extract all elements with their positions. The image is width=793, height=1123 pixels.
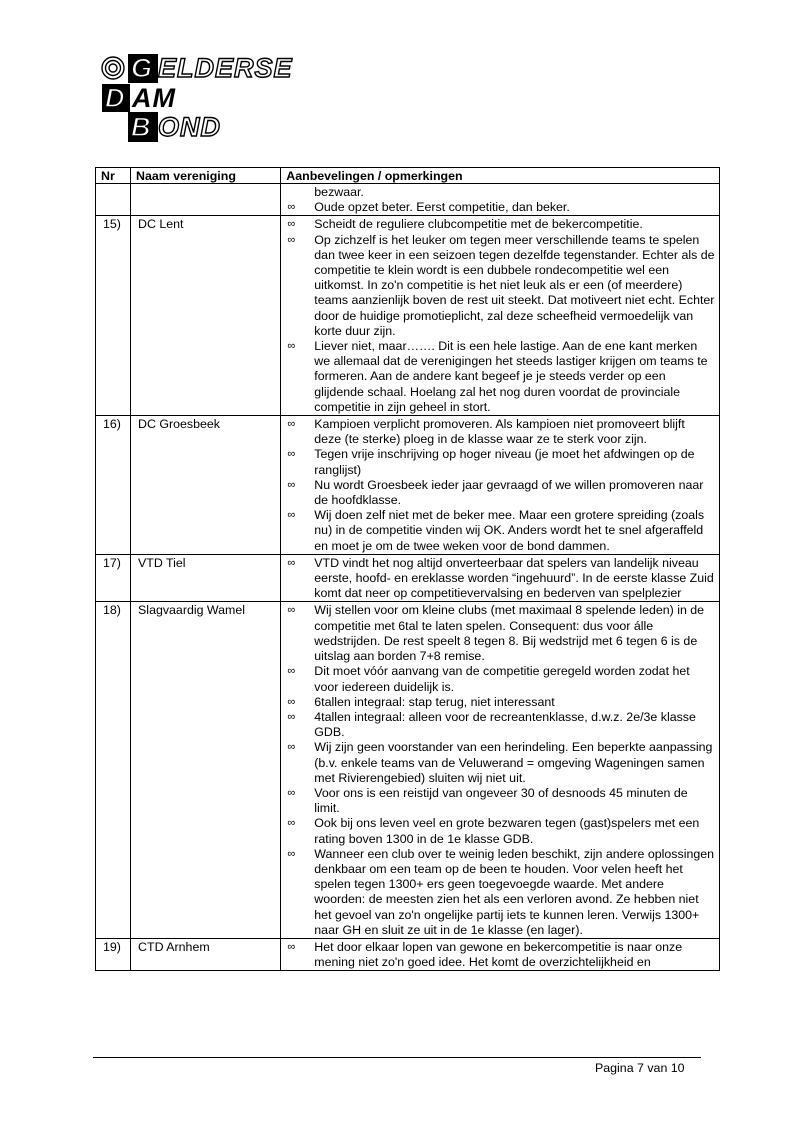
infinity-bullet-icon: ∞ <box>287 604 296 617</box>
list-item <box>281 740 715 786</box>
infinity-bullet-icon: ∞ <box>287 418 296 431</box>
infinity-bullet-icon: ∞ <box>287 509 296 522</box>
infinity-bullet-icon: ∞ <box>287 448 296 461</box>
club-name: DC Groesbeek <box>131 416 281 555</box>
table-body <box>96 184 720 971</box>
infinity-bullet-icon: ∞ <box>287 817 296 830</box>
list-item <box>281 233 715 339</box>
remarks-cell <box>281 184 720 216</box>
list-item <box>281 185 715 200</box>
remark-text: Kampioen verplicht promoveren. Als kampioen niet promoveert blijft deze (te sterke) ploeg in de klasse waar ze te sterk voor zijn. <box>314 417 685 447</box>
logo-letter-b: B <box>131 112 152 142</box>
remark-text: Voor ons is een reistijd van ongeveer 30 of desnoods 45 minuten de limit. <box>314 785 688 816</box>
infinity-bullet-icon: ∞ <box>287 786 296 799</box>
remarks-list <box>281 185 715 215</box>
table-row <box>96 216 720 416</box>
list-item <box>281 695 715 710</box>
recommendations-table <box>95 167 720 971</box>
infinity-bullet-icon: ∞ <box>287 478 296 491</box>
logo-word-ond: OND <box>158 112 221 142</box>
club-name <box>131 184 281 216</box>
infinity-bullet-icon: ∞ <box>287 340 296 353</box>
header-remarks: Aanbevelingen / opmerkingen <box>281 168 720 184</box>
logo-letter-g: G <box>131 53 154 83</box>
row-number <box>96 184 131 216</box>
remark-text: Nu wordt Groesbeek ieder jaar gevraagd of we willen promoveren naar de hoofdklasse. <box>314 477 704 508</box>
remark-text: 6tallen integraal: stap terug, niet interessant <box>314 694 555 709</box>
infinity-bullet-icon: ∞ <box>287 201 296 214</box>
infinity-bullet-icon: ∞ <box>287 710 296 723</box>
remark-text: Liever niet, maar……. Dit is een hele lastige. Aan de ene kant merken we allemaal dat de verenigingen het steeds lastiger krijgen om teams te formeren. Aan de andere kant begeef je je steeds verder op een glijdende schaal. Hoelang zal het nog duren voordat de provinciale competitie in zijn geheel in stort. <box>314 339 708 414</box>
row-number: 17) <box>96 554 131 602</box>
remark-text: Dit moet vóór aanvang van de competitie geregeld worden zodat het voor iedereen duidelijk is. <box>314 664 690 694</box>
club-name: CTD Arnhem <box>131 938 281 970</box>
remarks-list <box>281 603 715 937</box>
remark-text: VTD vindt het nog altijd onverteerbaar dat spelers van landelijk niveau eerste, hoofd- en ereklasse worden “ingehuurd”. In de eerste klasse Zuid komt dat neer op competitievervalsing en bederven van spelplezier <box>314 555 714 601</box>
club-name: Slagvaardig Wamel <box>131 602 281 938</box>
list-item <box>281 664 715 694</box>
remarks-cell <box>281 416 720 555</box>
list-item <box>281 710 715 740</box>
logo-word-am: AM <box>132 83 176 113</box>
page-number: Pagina 7 van 10 <box>595 1061 685 1075</box>
list-item <box>281 556 715 602</box>
remarks-cell <box>281 938 720 970</box>
list-item <box>281 217 715 232</box>
logo-letter-d: D <box>105 83 126 113</box>
list-item <box>281 508 715 554</box>
remark-text: Het door elkaar lopen van gewone en bekercompetitie is naar onze mening niet zo'n goed idee. Het komt de overzichtelijkheid en <box>314 939 683 970</box>
table-row <box>96 938 720 970</box>
remark-text: Wij zijn geen voorstander van een herindeling. Een beperkte aanpassing (b.v. enkele teams van de Veluwerand = omgeving Wageningen samen met Rivierengebied) sluiten wij niet uit. <box>314 740 713 785</box>
list-item <box>281 478 715 508</box>
table-header-row <box>96 168 720 184</box>
remarks-list <box>281 940 715 970</box>
remark-text: Wij stellen voor om kleine clubs (met maximaal 8 spelende leden) in de competitie met 6tal te laten spelen. Consequent: dus voor álle wedstrijden. De rest speelt 8 tegen 8. Bij wedstrijd met 6 tegen 6 is de uitslag aan borden 7+8 remise. <box>314 603 705 664</box>
list-item <box>281 447 715 477</box>
list-item <box>281 816 715 846</box>
footer-divider <box>93 1057 701 1058</box>
remark-text: bezwaar. <box>314 185 364 199</box>
infinity-bullet-icon: ∞ <box>287 940 296 953</box>
infinity-bullet-icon: ∞ <box>287 665 296 678</box>
logo <box>100 50 345 150</box>
logo-word-elderse: ELDERSE <box>158 53 293 83</box>
remark-text: 4tallen integraal: alleen voor de recreantenklasse, d.w.z. 2e/3e klasse GDB. <box>314 709 696 740</box>
list-item <box>281 339 715 415</box>
header-name: Naam vereniging <box>131 168 281 184</box>
row-number: 16) <box>96 416 131 555</box>
table-row <box>96 554 720 602</box>
infinity-bullet-icon: ∞ <box>287 741 296 754</box>
remarks-list <box>281 556 715 602</box>
list-item <box>281 786 715 816</box>
infinity-bullet-icon: ∞ <box>287 695 296 708</box>
header-nr: Nr <box>96 168 131 184</box>
club-name: VTD Tiel <box>131 554 281 602</box>
table-row <box>96 184 720 216</box>
infinity-bullet-icon: ∞ <box>287 847 296 860</box>
table-row <box>96 602 720 938</box>
list-item <box>281 940 715 970</box>
remarks-cell <box>281 554 720 602</box>
remark-text: Tegen vrije inschrijving op hoger niveau (je moet het afdwingen op de ranglijst) <box>314 447 695 477</box>
remark-text: Op zichzelf is het leuker om tegen meer verschillende teams te spelen dan twee keer in een seizoen tegen dezelfde tegenstander. Echter als de competitie te klein wordt is een dubbele rondecompetitie wel een uitkomst. In zo'n competitie is het niet leuk als er een (of meerdere) teams aanzienlijk boven de rest uit steekt. Dat motiveert niet echt. Echter door de huidige promotieplicht, zal deze scheefheid vermoedelijk van korte duur zijn. <box>314 232 715 338</box>
remarks-cell <box>281 602 720 938</box>
remark-text: Scheidt de reguliere clubcompetitie met de bekercompetitie. <box>314 217 643 232</box>
list-item <box>281 200 715 215</box>
list-item <box>281 417 715 447</box>
remark-text: Ook bij ons leven veel en grote bezwaren tegen (gast)spelers met een rating boven 1300 in de 1e klasse GDB. <box>314 816 700 846</box>
remarks-cell <box>281 216 720 416</box>
remark-text: Oude opzet beter. Eerst competitie, dan beker. <box>314 200 570 215</box>
remark-text: Wanneer een club over te weinig leden beschikt, zijn andere oplossingen denkbaar om een team op de been te houden. Voor velen heeft het spelen tegen 1300+ ers geen toegevoegde waarde. Met andere woorden: de meesten zien het als een verloren avond. Ze hebben niet het gevoel van zo'n ongelijke partij iets te kunnen leren. Verwijs 1300+ naar GH en sluit ze uit in de 1e klasse (en lager). <box>314 846 715 937</box>
infinity-bullet-icon: ∞ <box>287 233 296 246</box>
infinity-bullet-icon: ∞ <box>287 556 296 569</box>
remarks-list <box>281 217 715 415</box>
row-number: 19) <box>96 938 131 970</box>
list-item <box>281 603 715 664</box>
club-name: DC Lent <box>131 216 281 416</box>
infinity-bullet-icon: ∞ <box>287 218 296 231</box>
table-row <box>96 416 720 555</box>
row-number: 15) <box>96 216 131 416</box>
row-number: 18) <box>96 602 131 938</box>
remarks-list <box>281 417 715 554</box>
remark-text: Wij doen zelf niet met de beker mee. Maar een grotere spreiding (zoals nu) in de competitie vinden wij OK. Anders wordt het te snel afgeraffeld en moet je om de twee weken voor de bond dammen. <box>314 508 705 553</box>
list-item <box>281 847 715 938</box>
